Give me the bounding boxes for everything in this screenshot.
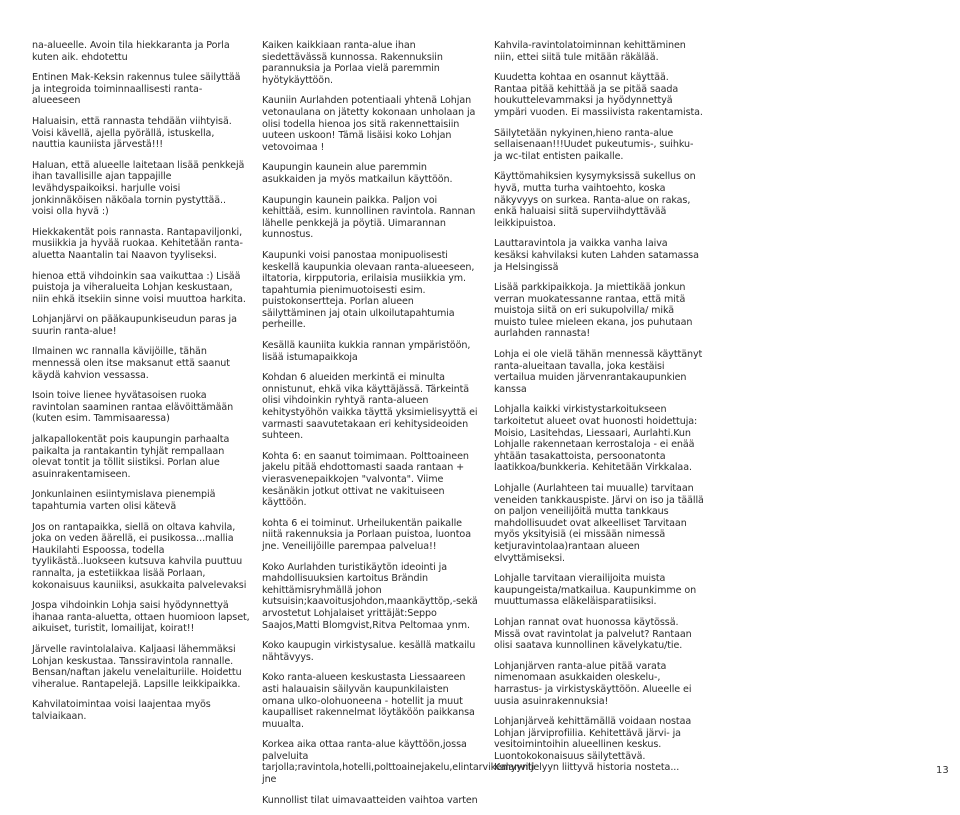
- comment-paragraph: Kahvilatoimintaa voisi laajentaa myös talviaikaan.: [32, 699, 211, 722]
- comment-paragraph: Isoin toive lienee hyvätasoisen ruoka ravintolan saaminen rantaa elävöittämään (kuten esim. Tammisaaressa): [32, 390, 234, 425]
- comment-paragraph: Entinen Mak-Keksin rakennus tulee säilyttää ja integroida toiminnaallisesti ranta-alueeseen: [32, 72, 241, 107]
- comment-paragraph: Ilmainen wc rannalla kävijöille, tähän mennessä olen itse maksanut että saanut käydä kahvion vessassa.: [32, 346, 230, 381]
- comment-paragraph: kohta 6 ei toiminut. Urheilukentän paikalle niitä rakennuksia ja Porlaan puistoa, luontoa jne. Veneilijöille parempaa palvelua!!: [262, 517, 471, 552]
- comment-paragraph: Kaupungin kaunein alue paremmin asukkaiden ja myös matkailun käyttöön.: [262, 162, 453, 185]
- comment-paragraph: Koko kaupugin virkistysalue. kesällä matkailu nähtävyys.: [262, 640, 476, 663]
- comment-paragraph: Lohja ei ole vielä tähän mennessä käyttänyt ranta-alueitaan tavalla, joka kestäisi vertailua muiden järvenrantakaupunkien kanssa: [494, 349, 703, 395]
- comment-paragraph: Kuudetta kohtaa en osannut käyttää. Rantaa pitää kehittää ja se pitää saada houkuttelevammaksi ja hyödynnettyä ympäri vuoden. Ei massiivista rakentamista.: [494, 72, 703, 118]
- comment-paragraph: Jonkunlainen esiintymislava pienempiä tapahtumia varten olisi kätevä: [32, 489, 216, 512]
- comment-paragraph: jalkapallokentät pois kaupungin parhaalta paikalta ja rantakantin tyhjät rempallaan olevat tontit ja töllit siistiksi. Porlan alue asuinrakentamiseen.: [32, 434, 230, 480]
- comment-paragraph: Lauttaravintola ja vaikka vanha laiva kesäksi kahvilaksi kuten Lahden satamassa ja Helsingissä: [494, 238, 699, 273]
- comment-paragraph: Lohjan rannat ovat huonossa käytössä. Missä ovat ravintolat ja palvelut? Rantaan olisi saatava kunnollinen kävelykatu/tie.: [494, 616, 692, 652]
- comment-paragraph: Jos on rantapaikka, siellä on oltava kahvila, joka on veden äärellä, ei pusikossa...mallia Haukilahti Espoossa, todella tyylikästä..luokseen kutsuva kahvila puuttuu rannalta, ja estetiikkaa lisää Porlaan, kokonaisuus kauniiksi, asukkaita palvelevaksi: [32, 521, 247, 591]
- comment-paragraph: Jospa vihdoinkin Lohja saisi hyödynnettyä ihanaa ranta-aluetta, ottaen huomioon lapset, aikuiset, turistit, lomailijat, koirat!!: [32, 600, 250, 635]
- comment-paragraph: Kaiken kaikkiaan ranta-alue ihan siedettävässä kunnossa. Rakennuksiin parannuksia ja Porlaa vielä paremmin hyötykäyttöön.: [262, 40, 443, 86]
- comment-paragraph: hienoa että vihdoinkin saa vaikuttaa :) Lisää puistoja ja viheralueita Lohjan keskustaan, niin ehkä itsekiin sinne voisi muuttoa harkita.: [32, 270, 246, 305]
- comment-paragraph: Lohjanjärvi on pääkaupunkiseudun paras ja suurin ranta-alue!: [32, 314, 237, 337]
- text-column-2: [262, 40, 535, 815]
- comment-paragraph: Säilytetään nykyinen,hieno ranta-alue sellaisenaan!!!Uudet pukeutumis-, suihku- ja wc-tilat entisten paikalle.: [494, 127, 694, 162]
- comment-paragraph: Kauniin Aurlahden potentiaali yhtenä Lohjan vetonaulana on jätetty kokonaan unholaan ja olisi todella hienoa jos sitä rakennettaisiin uuteen uskoon! Tämä lisäisi koko Lohjan vetovoimaa !: [262, 95, 476, 153]
- comment-paragraph: Koko Aurlahden turistikäytön ideointi ja mahdollisuuksien kartoitus Brändin kehittämisryhmällä johon kutsuisin;kaavoitusjohdon,maankäyttöp,-sekä arvostetut Lohjalaiset yrittäjät:Seppo Saajos,Matti Blomgvist,Ritva Peltomaa ynm.: [262, 561, 478, 631]
- text-column-3: [494, 40, 704, 783]
- comment-paragraph: na-alueelle. Avoin tila hiekkaranta ja Porla kuten aik. ehdotettu: [32, 40, 230, 63]
- comment-paragraph: Kunnollist tilat uimavaatteiden vaihtoa varten: [262, 794, 478, 806]
- comment-paragraph: Lohjanjärven ranta-alue pitää varata nimenomaan asukkaiden oleskelu-, harrastus- ja virkistyskäyttöön. Alueelle ei uusia asuinrakennuksia!: [494, 660, 692, 707]
- text-column-1: [32, 40, 250, 732]
- comment-paragraph: Kohdan 6 alueiden merkintä ei minulta onnistunut, ehkä vika käyttäjässä. Tärkeintä olisi vihdoinkin ryhtyä ranta-alueen kehitystyöhön vaikka täyttä yksimielisyyttä ei varmasti saavutetakaan eri kehitysideoiden suhteen.: [262, 372, 478, 442]
- comment-paragraph: Hiekkakentät pois rannasta. Rantapaviljonki, musiikkia ja hyvää ruokaa. Kehitetään ranta-aluetta Naantalin tai Naavon tyyliseksi.: [32, 226, 243, 261]
- page-number: 13: [936, 765, 949, 776]
- comment-paragraph: Haluaisin, että rannasta tehdään viihtyisä. Voisi kävellä, ajella pyörällä, istuskella, nauttia kauniista järvestä!!!: [32, 115, 232, 151]
- comment-paragraph: Käyttömahiksien kysymyksissä sukellus on hyvä, mutta turha vaihtoehto, koska näkyvyys on surkea. Ranta-alue on rakas, enkä haluaisi siitä superviihdyttävää leikkipuistoa.: [494, 171, 696, 229]
- comment-paragraph: Kohta 6: en saanut toimimaan. Polttoaineen jakelu pitää ehdottomasti saada rantaan + vierasvenepaikkojen "valvonta". Viime kesänäkin jotkut ottivat ne vakituiseen käyttöön.: [262, 450, 469, 509]
- comment-paragraph: Korkea aika ottaa ranta-alue käyttöön,jossa palveluita tarjolla;ravintola,hotelli,polttoainejakelu,elintarvikemyynti jne: [262, 739, 535, 786]
- comment-paragraph: Koko ranta-alueen keskustasta Liessaareen asti halauaisin säilyvän kaupunkilaisten omana ulko-olohuoneena - hotellit ja muut kaupalliset rakennelmat löytäköön paikkansa muualta.: [262, 672, 475, 730]
- comment-paragraph: Kahvila-ravintolatoiminnan kehittäminen niin, ettei siitä tule mitään räkälää.: [494, 40, 686, 63]
- comment-paragraph: Lisää parkkipaikkoja. Ja miettikää jonkun verran muokatessanne rantaa, että mitä muistoja siitä on eri sukupolvilla/ mikä muisto tulee mieleen ekana, jos puhutaan aurlahden rannasta!: [494, 282, 693, 340]
- comment-paragraph: Järvelle ravintolalaiva. Kaljaasi lähemmäksi Lohjan keskustaa. Tanssiravintola rannalle. Bensan/naftan jakelu venelaituriile. Hoidettu viheralue. Rantapelejä. Lapsille leikkipaikka.: [32, 643, 242, 690]
- comment-paragraph: Kaupungin kaunein paikka. Paljon voi kehittää, esim. kunnollinen ravintola. Rannan lähelle penkkejä ja pöytiä. Uimarannan kunnostus.: [262, 194, 476, 241]
- comment-paragraph: Lohjalle tarvitaan vierailijoita muista kaupungeista/matkailua. Kaupunkimme on muuttumassa eläkeläisparatiisiksi.: [494, 573, 697, 608]
- comment-paragraph: Lohjanjärveä kehittämällä voidaan nostaa Lohjan järviprofiilia. Kehitettävä järvi- ja vesitoimintoihin alueellinen keskus. Luontokokonaisuus säilytettävä. Kalanviljelyyn liittyvä historia nosteta...: [494, 716, 692, 774]
- comment-paragraph: Haluan, että alueelle laitetaan lisää penkkejä ihan tavallisille ajan tappajille levähdyspaikoiksi. harjulle voisi jonkinnäköisen näköala tornin pystyttää.. voisi olla hyvä :): [32, 159, 245, 218]
- comment-paragraph: Kaupunki voisi panostaa monipuolisesti keskellä kaupunkia olevaan ranta-alueeseen, iltatoria, kirpputoria, erilaisia musiikkia ym. tapahtumia pienimuotoisesti esim. puistokonsertteja. Porlan alueen säilyttäminen jaj otain ulkoilutapahtumia perheille.: [262, 249, 475, 331]
- comment-paragraph: Kesällä kauniita kukkia rannan ympäristöön, lisää istumapaikkoja: [262, 340, 471, 363]
- comment-paragraph: Lohjalle (Aurlahteen tai muualle) tarvitaan veneiden tankkauspiste. Järvi on iso ja täällä on paljon veneilijöitä mutta tankkaus mahdollisuudet ovat alkeelliset Tarvitaan myös yksityisiä (ei missään nimessä ketjuravintolaa)rantaan alueen elvyttämiseksi.: [494, 483, 704, 564]
- comment-paragraph: Lohjalla kaikki virkistystarkoitukseen tarkoitetut alueet ovat huonosti hoidettuja: Moisio, Lasitehdas, Liessaari, Aurlahti.Kun Lohjalle rakennetaan kerrostaloja - ei enää yhtään tasakattoista, persoonatonta laatikkoa/bunkkeria. Kehitetään Virkkalaa.: [494, 404, 698, 474]
